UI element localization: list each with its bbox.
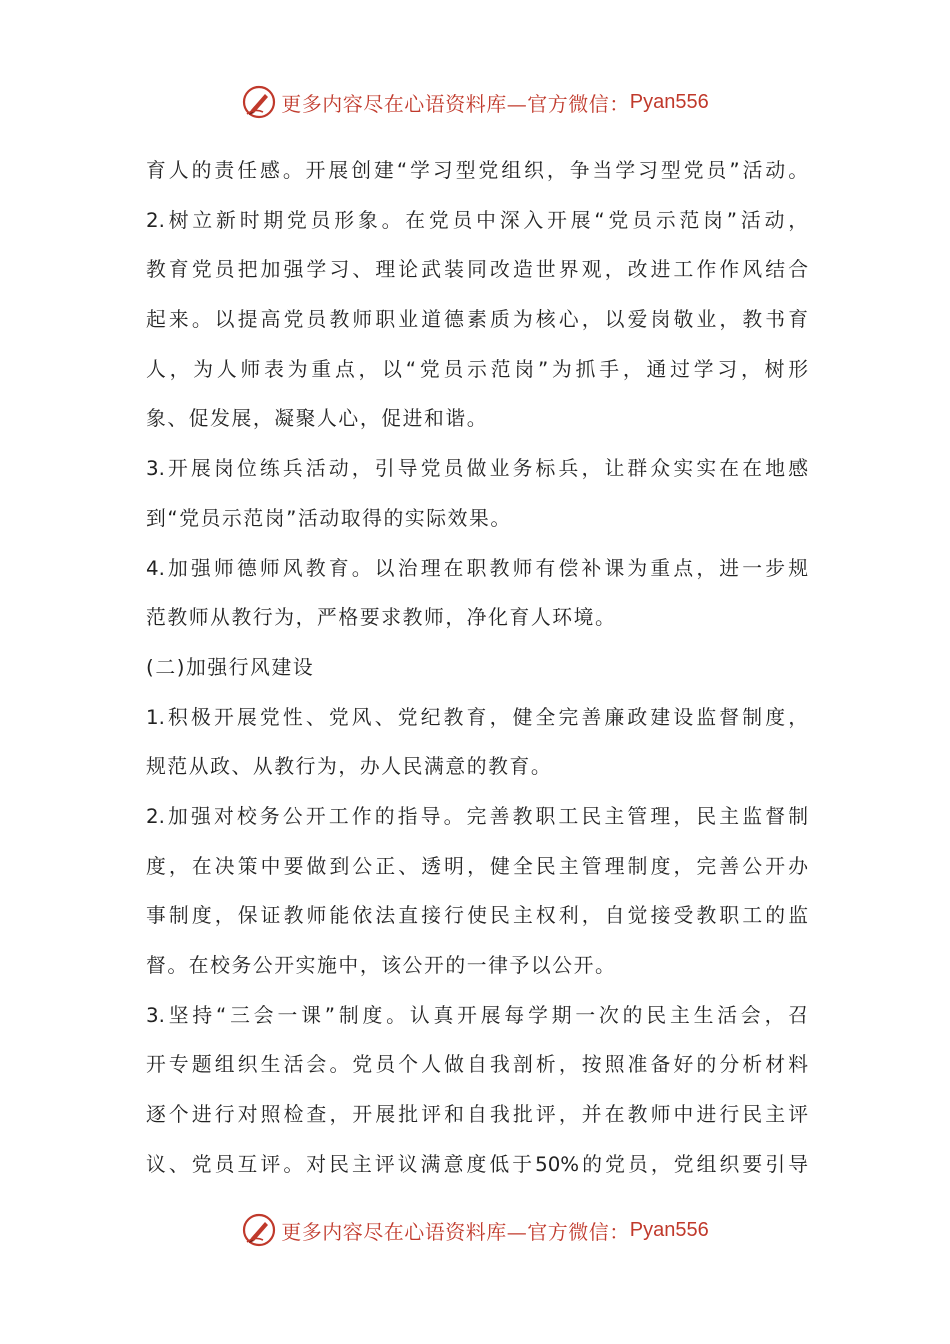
text-line: 起来。以提高党员教师职业道德素质为核心，以爱岗敬业，教书育 bbox=[146, 308, 808, 332]
text-line: 教育党员把加强学习、理论武装同改造世界观，改进工作作风结合 bbox=[146, 258, 808, 282]
text-line: 3.坚持“三会一课”制度。认真开展每学期一次的民主生活会，召 bbox=[146, 1003, 808, 1027]
text-line: 2.加强对校务公开工作的指导。完善教职工民主管理，民主监督制 bbox=[146, 804, 808, 828]
text-line: 4.加强师德师风教育。以治理在职教师有偿补课为重点，进一步规 bbox=[146, 556, 808, 580]
pen-logo-icon bbox=[241, 84, 277, 120]
document-body bbox=[146, 146, 808, 1189]
text-line: 1.积极开展党性、党风、党纪教育，健全完善廉政建设监督制度， bbox=[146, 705, 808, 729]
text-line: 象、促发展，凝聚人心，促进和谐。 bbox=[146, 407, 489, 431]
text-line: 育人的责任感。开展创建“学习型党组织，争当学习型党员”活动。 bbox=[146, 159, 808, 182]
text-line: 督。在校务公开实施中，该公开的一律予以公开。 bbox=[146, 954, 617, 977]
pen-logo-icon bbox=[241, 1212, 277, 1248]
section-heading: (二)加强行风建设 bbox=[146, 655, 315, 679]
text-line: 人，为人师表为重点，以“党员示范岗”为抓手，通过学习，树形 bbox=[146, 357, 808, 381]
footer-watermark-banner bbox=[0, 1208, 950, 1252]
text-line: 度，在决策中要做到公正、透明，健全民主管理制度，完善公开办 bbox=[146, 854, 808, 878]
text-line: 事制度，保证教师能依法直接行使民主权利，自觉接受教职工的监 bbox=[146, 904, 808, 928]
banner-text: 更多内容尽在心语资料库—官方微信： bbox=[281, 91, 630, 116]
text-line: 规范从政、从教行为，办人民满意的教育。 bbox=[146, 755, 553, 779]
text-line: 范教师从教行为，严格要求教师，净化育人环境。 bbox=[146, 606, 617, 630]
text-line: 3.开展岗位练兵活动，引导党员做业务标兵，让群众实实在在地感 bbox=[146, 457, 808, 481]
text-line: 到“党员示范岗”活动取得的实际效果。 bbox=[146, 506, 512, 530]
banner-wechat-handle: Pyan556 bbox=[629, 1218, 709, 1241]
header-watermark-banner bbox=[0, 80, 950, 124]
banner-text: 更多内容尽在心语资料库—官方微信： bbox=[281, 1219, 630, 1244]
text-line: 逐个进行对照检查，开展批评和自我批评，并在教师中进行民主评 bbox=[146, 1103, 808, 1127]
text-line: 2.树立新时期党员形象。在党员中深入开展“党员示范岗”活动， bbox=[146, 208, 808, 232]
text-line: 议、党员互评。对民主评议满意度低于50%的党员，党组织要引导 bbox=[146, 1152, 808, 1176]
text-line: 开专题组织生活会。党员个人做自我剖析，按照准备好的分析材料 bbox=[146, 1053, 808, 1077]
banner-wechat-handle: Pyan556 bbox=[629, 90, 709, 113]
